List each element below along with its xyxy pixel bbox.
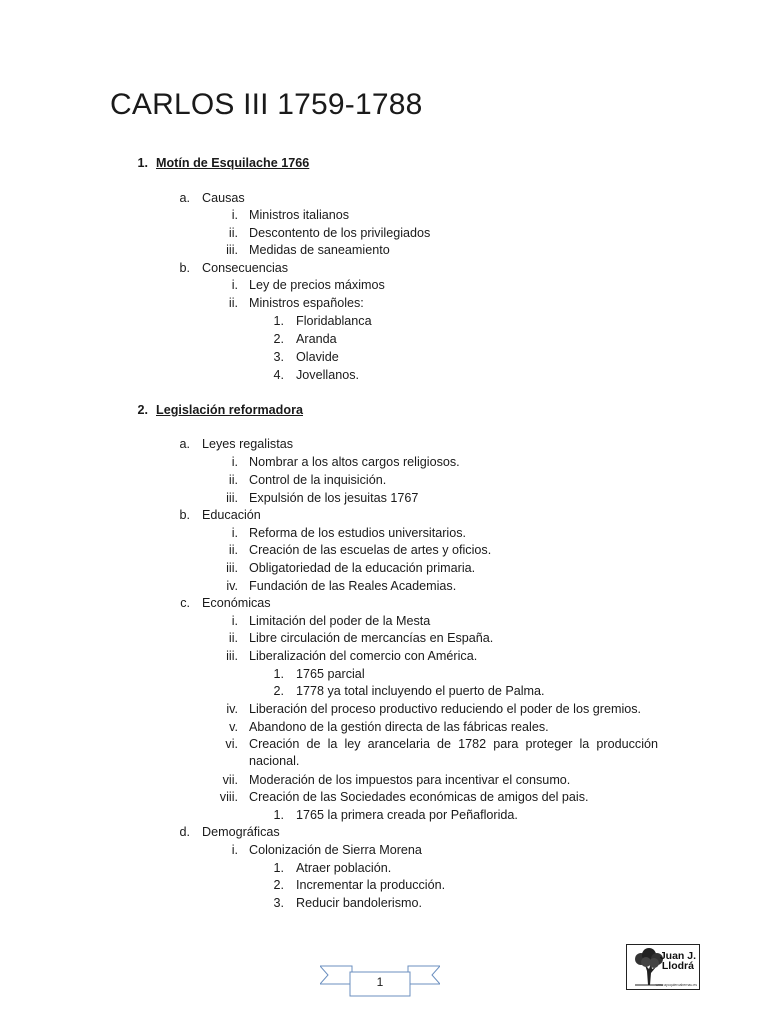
logo-url: www.ayoquieroabernau.es [655,983,697,987]
logo-name: Juan J. Llodrá [659,950,696,972]
section-number: 1. [137,156,148,170]
page-number: 1 [376,975,384,989]
author-logo [626,944,700,990]
page-number-banner [320,962,440,998]
section-number: 2. [137,403,148,417]
section-title: Motín de Esquilache 1766 [156,156,310,170]
document-title: CARLOS III 1759-1788 [110,88,423,121]
section-title: Legislación reformadora [156,403,303,417]
document-page: CARLOS III 1759-1788 1. Motín de Esquilache 1766 a. Causas i. Ministros italianos ii. Descontento de los privilegiados iii. Medidas de saneamiento b. Consecuencias i. Ley de precios máximos ii. Ministros españoles: 1. Floridablanca 2. Aranda 3. Olavide 4. Jovellanos. 2. Legislación reformadora a. Leyes regalistas i. Nombrar a los altos cargos religiosos. ii. Control de la inquisición. iii. Expulsión de los jesuitas 1767 b. Educación i. Reforma de los estudios universitarios. ii. Creación de las escuelas de artes y oficios. iii. Obligatoriedad de la educación primaria. iv. Fundación de las Reales Academias. c. Económicas i. Limitación del poder de la Mesta ii. Libre circulación de mercancías en España. iii. Liberalización del comercio con América. 1. 1765 parcial 2. 1778 ya total incluyendo el puerto de Palma. iv. Liberación del proceso productivo reduciendo el poder de los gremios. v. Abandono de la gestión directa de las fábricas reales. vi. Creación de la ley arancelaria de 1782 para proteger la producción nacional. vii. Moderación de los impuestos para incentivar el consumo. viii. Creación de las Sociedades económicas de amigos del pais. 1. 1765 la primera creada por Peñaflorida. d. Demográficas i. Colonización de Sierra Morena 1. Atraer población. 2. Incrementar la producción. 3. Reducir bandolerismo. 1 Juan J. Llodrá www.ayoquieroabernau.es [0,0,768,1024]
